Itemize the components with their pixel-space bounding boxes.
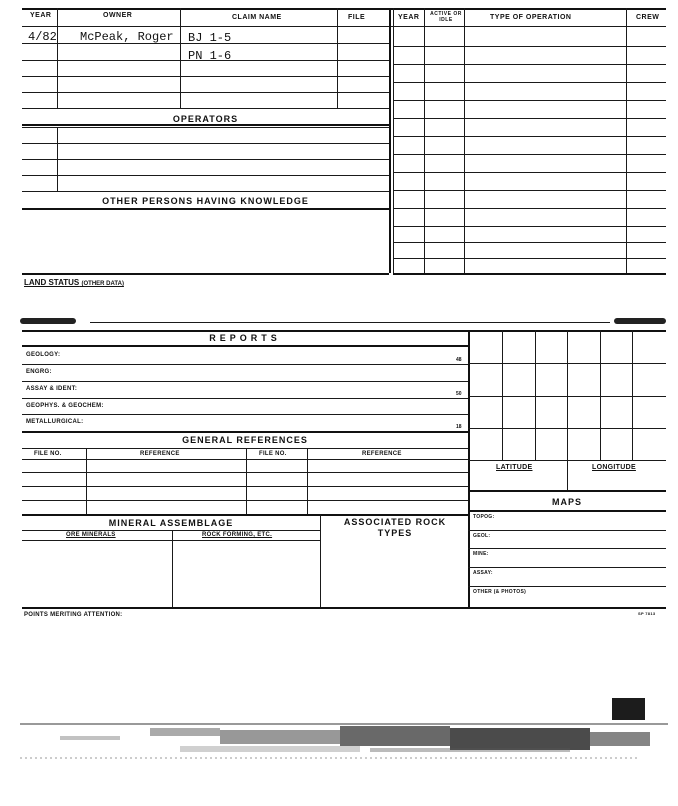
report-geology: GEOLOGY: [26,352,61,358]
report-engrg: ENGRG: [26,369,52,375]
header-year: YEAR [30,12,52,19]
land-status-label: LAND STATUS [24,278,80,287]
report-metallurgical-num: 18 [456,424,462,430]
points-meriting-attention: POINTS MERITING ATTENTION: [24,612,123,618]
report-assay-num: 50 [456,391,462,397]
scan-artifact-box [612,698,645,720]
header-active-or-idle: ACTIVE OR IDLE [430,11,462,23]
land-status [24,278,124,287]
ref-header-reference-2: REFERENCE [362,451,402,457]
associated-rock-types: ASSOCIATED ROCK TYPES [343,517,447,538]
operators-label: OPERATORS [172,114,239,124]
general-references-title: GENERAL REFERENCES [182,435,308,445]
ref-header-reference-1: REFERENCE [140,451,180,457]
entry-year: 4/82 [28,30,57,44]
header-file: FILE [348,14,366,21]
header-year-2: YEAR [398,14,420,21]
report-geophys: GEOPHYS. & GEOCHEM: [26,403,104,409]
entry-owner: McPeak, Roger [80,30,174,44]
entry-claim-2: PN 1-6 [188,49,232,63]
maps-assay: ASSAY: [473,570,493,576]
entry-claim-1: BJ 1-5 [188,31,232,45]
header-crew: CREW [636,14,660,21]
reports-title: REPORTS [209,333,281,343]
smudge-right [614,318,666,324]
ref-header-file-no-2: FILE NO. [259,451,287,457]
ore-minerals-label: ORE MINERALS [66,532,116,538]
form-code: SP 7813 [638,611,656,616]
latitude-label: LATITUDE [496,464,533,471]
other-persons-label: OTHER PERSONS HAVING KNOWLEDGE [102,196,309,206]
smudge-left [20,318,76,324]
scan-noise [20,718,668,768]
header-claim-name: CLAIM NAME [232,14,282,21]
maps-mine: MINE: [473,551,489,557]
rock-forming-label: ROCK FORMING, ETC. [202,532,273,538]
maps-title: MAPS [551,497,582,507]
mineral-title: MINERAL ASSEMBLAGE [108,518,234,528]
maps-geol: GEOL: [473,533,491,539]
longitude-label: LONGITUDE [592,464,636,471]
report-geology-num: 48 [456,357,462,363]
maps-topog: TOPOG: [473,514,495,520]
header-type-of-operation: TYPE OF OPERATION [490,14,572,21]
report-metallurgical: METALLURGICAL: [26,419,84,425]
ref-header-file-no-1: FILE NO. [34,451,62,457]
report-assay: ASSAY & IDENT: [26,386,78,392]
land-status-sub: (OTHER DATA) [81,281,124,287]
header-owner: OWNER [103,12,133,19]
maps-other: OTHER (& PHOTOS) [473,589,527,595]
